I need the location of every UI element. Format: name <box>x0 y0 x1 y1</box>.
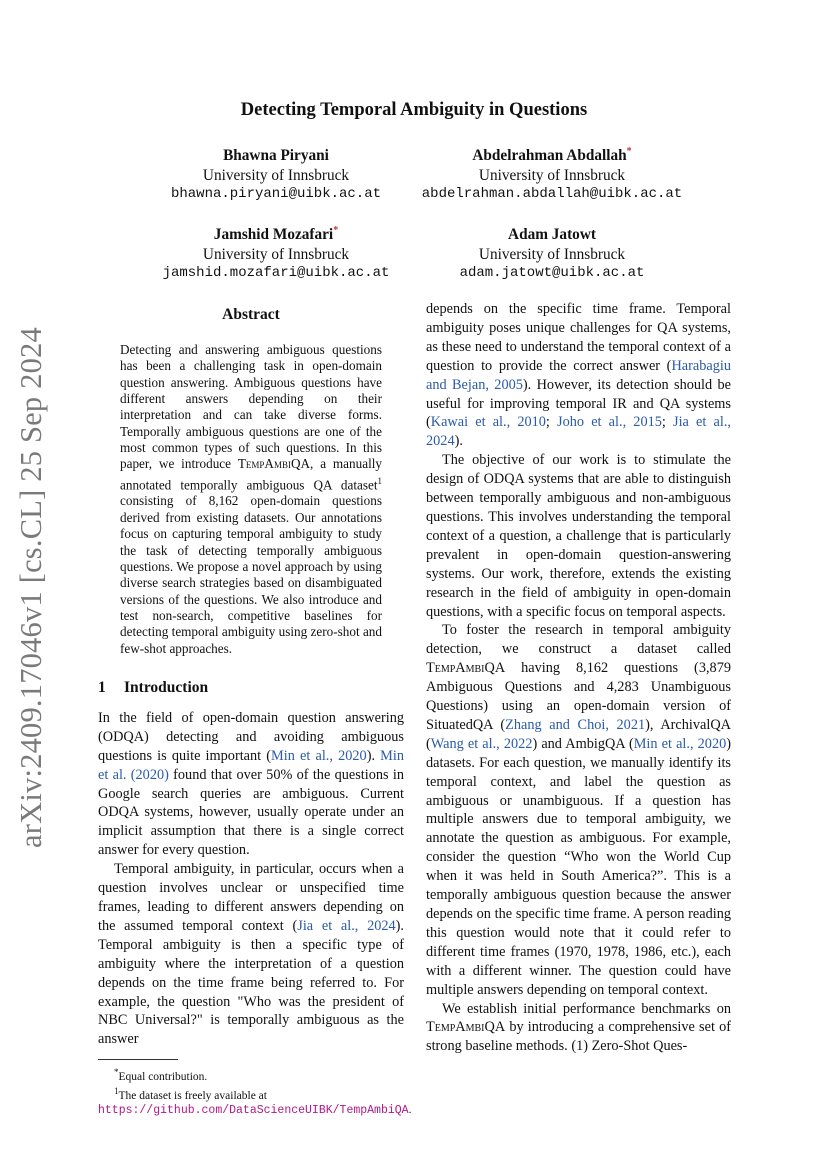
footnote: $^1$The dataset is freely available at https://github.com/DataScienceUIBK/TempAmbiQA. <box>98 1086 412 1117</box>
citation-link[interactable]: Jia et al., 2024 <box>426 414 731 450</box>
author-block <box>402 221 702 284</box>
citation-link[interactable]: Harabagiu and Bejan, 2005 <box>426 357 731 393</box>
footnote-url-link[interactable]: https://github.com/DataScienceUIBK/TempAmbiQA <box>98 1103 409 1117</box>
body-paragraph: We establish initial performance benchmarks on TempAmbiQA by introducing a comprehensive set of strong baseline methods. (1) Zero-Shot Ques- <box>426 1000 731 1055</box>
citation-link[interactable]: Zhang and Choi, 2021 <box>505 716 646 733</box>
footnote: *Equal contribution. <box>114 1067 208 1084</box>
author-email: jamshid.mozafari@uibk.ac.at <box>162 265 390 282</box>
author-name: Jamshid Mozafari* <box>213 225 339 244</box>
author-block <box>126 221 426 284</box>
body-paragraph: To foster the research in temporal ambiguity detection, we construct a dataset called TempAmbiQA having 8,162 questions (3,879 Ambiguous Questions and 4,283 Unambiguous Questions) using an open-domain version of SituatedQA (Zhang and Choi, 2021), ArchivalQA (Wang et al., 2022) and AmbigQA (Min et al., 2020) datasets. For each question, we manually identify its temporal context, and label the question as ambiguous or unambiguous. If a question has multiple answers due to temporal ambiguity, we annotate the question as ambiguous. For example, consider the question “Who won the World Cup when it was held in South America?”. This is a temporally ambiguous question because the answer depends on the specific time frame. A person reading this question would note that it could refer to different time frames (1970, 1978, 1986, etc.), each with a different winner. The question could have multiple answers depending on temporal context. <box>426 622 732 998</box>
author-affiliation: University of Innsbruck <box>202 245 350 263</box>
author-affiliation: University of Innsbruck <box>202 166 350 184</box>
body-paragraph: Temporal ambiguity, in particular, occurs when a question involves unclear or unspecified time frames, leading to different answers depending on the assumed temporal context (Jia et al., 2024). Temporal ambiguity is then a specific type of ambiguity where the interpretation of a question depends on the time frame being referred to. For example, the question "Who was the president of NBC Universal?" is temporally ambiguous as the answer <box>98 861 405 1048</box>
author-name: Adam Jatowt <box>508 226 596 244</box>
right-column <box>426 300 731 1056</box>
author-affiliation: University of Innsbruck <box>478 245 626 263</box>
section-heading: 1 Introduction <box>98 678 209 696</box>
arxiv-identifier: arXiv:2409.17046v1 [cs.CL] 25 Sep 2024 <box>14 327 48 848</box>
abstract-text: Detecting and answering ambiguous questions has been a challenging task in open-domain question answering. Ambiguous questions have different answers depending on their interpretation and can take diverse forms. Temporally ambiguous questions are one of the most common types of such questions. In this paper, we introduce TempAmbiQA, a manually annotated temporally ambiguous QA dataset$^1$ consisting of 8,162 open-domain questions derived from existing datasets. Our annotations focus on capturing temporal ambiguity to study the task of detecting temporally ambiguous questions. We propose a novel approach by using diverse search strategies based on disambiguated versions of the questions. We also introduce and test non-search, competitive baselines for detecting temporal ambiguity using zero-shot and few-shot approaches. <box>120 342 382 656</box>
author-email: bhawna.piryani@uibk.ac.at <box>170 186 382 203</box>
author-email: adam.jatowt@uibk.ac.at <box>459 265 645 282</box>
author-block <box>126 142 426 205</box>
citation-link[interactable]: Kawai et al., 2010 <box>430 414 546 431</box>
author-name: Bhawna Piryani <box>223 147 329 165</box>
left-column <box>98 306 412 1118</box>
citation-link[interactable]: Min et al., 2020 <box>271 747 367 764</box>
citation-link[interactable]: Min et al., 2020 <box>633 735 727 752</box>
citation-link[interactable]: Wang et al., 2022 <box>430 735 533 752</box>
body-paragraph: The objective of our work is to stimulate the design of ODQA systems that are able to distinguish between temporally ambiguous and non-ambiguous questions. This involves understanding the temporal context of a question, a challenge that is particularly prevalent in open-domain question-answering systems. Our work, therefore, extends the existing research in the field of ambiguity in open-domain questions, with a specific focus on temporal aspects. <box>426 452 731 620</box>
paper-title: Detecting Temporal Ambiguity in Questions <box>240 100 588 120</box>
citation-link[interactable]: Jia et al., 2024 <box>297 917 396 934</box>
citation-link[interactable]: Min et al. (2020) <box>98 747 405 783</box>
body-paragraph: In the field of open-domain question answering (ODQA) detecting and avoiding ambiguous questions is quite important (Min et al., 2020). Min et al. (2020) found that over 50% of the questions in Google search queries are ambiguous. Current ODQA systems, however, usually operate under an implicit assumption that there is a single correct answer for every question. <box>98 709 405 859</box>
abstract-heading: Abstract <box>222 306 280 323</box>
author-block <box>402 142 702 205</box>
body-paragraph: depends on the specific time frame. Temporal ambiguity poses unique challenges for QA systems, as these need to understand the temporal context of a question to provide the correct answer (Harabagiu and Bejan, 2005). However, its detection should be useful for improving temporal IR and QA systems (Kawai et al., 2010; Joho et al., 2015; Jia et al., 2024). <box>426 301 732 450</box>
author-email: abdelrahman.abdallah@uibk.ac.at <box>421 186 683 203</box>
citation-link[interactable]: Joho et al., 2015 <box>557 414 662 431</box>
author-name: Abdelrahman Abdallah* <box>472 146 632 165</box>
footnote-divider <box>98 1059 178 1060</box>
author-affiliation: University of Innsbruck <box>478 166 626 184</box>
